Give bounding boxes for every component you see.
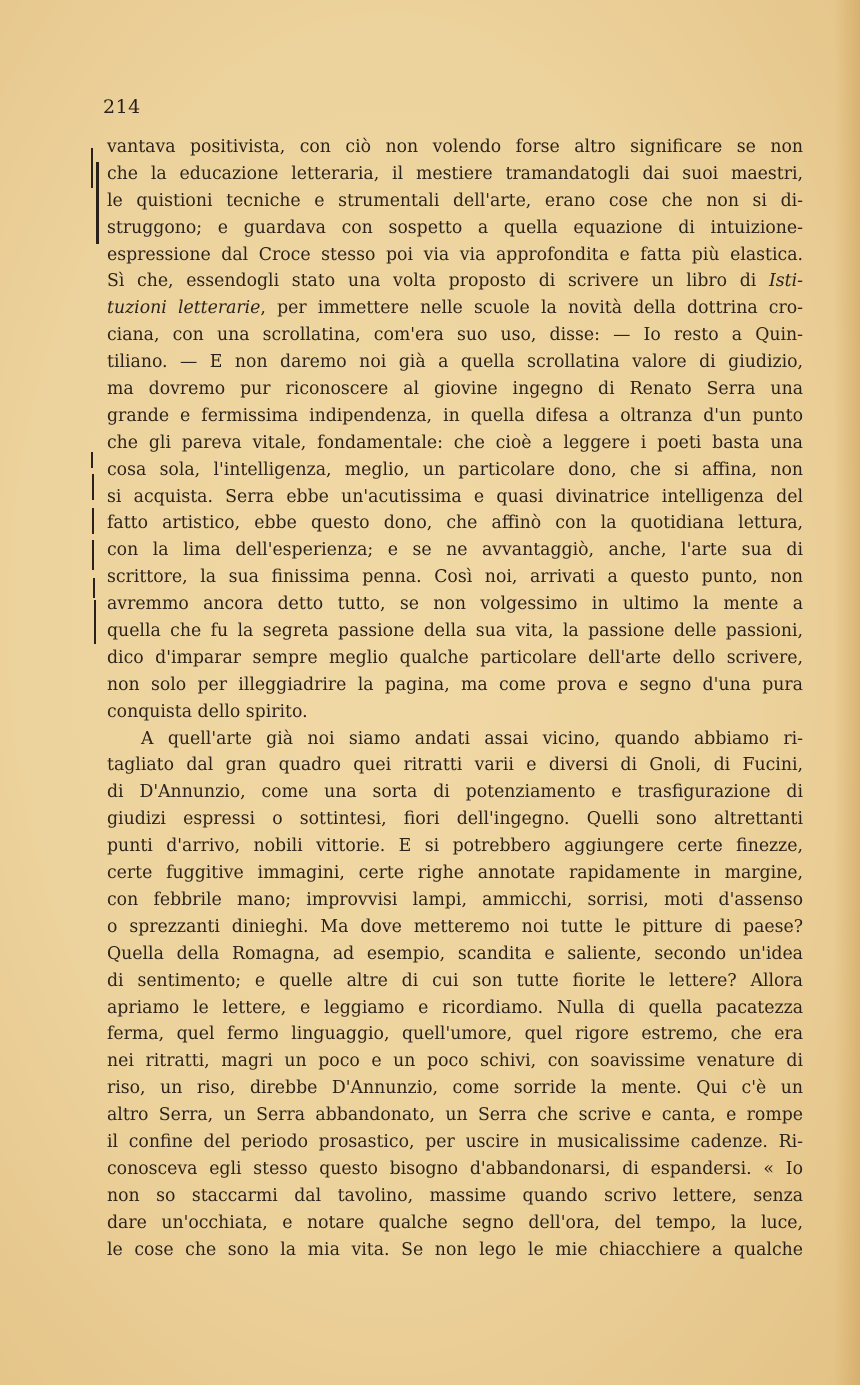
text-line: vantava positivista, con ciò non volendo forse altro significare se non	[107, 137, 803, 157]
text-line: che la educazione letteraria, il mestiere tramandatogli dai suoi maestri,	[107, 163, 803, 184]
text-line: Sì che, essendogli stato una volta proposto di scrivere un libro di Isti-	[107, 271, 803, 292]
text-line: di D'Annunzio, come una sorta di potenziamento e trasfigurazione di	[107, 782, 803, 803]
text-line: espressione dal Croce stesso poi via via approfondita e fatta più elastica.	[107, 244, 803, 265]
text-line: con febbrile mano; improvvisi lampi, ammicchi, sorrisi, moti d'assenso	[107, 889, 803, 910]
text-line: cosa sola, l'intelligenza, meglio, un particolare dono, che si affina, non	[107, 459, 803, 480]
text-line: con la lima dell'esperienza; e se ne avvantaggiò, anche, l'arte sua di	[107, 540, 803, 561]
text-line: tagliato dal gran quadro quei ritratti varii e diversi di Gnoli, di Fucini,	[107, 755, 803, 776]
margin-mark-2	[96, 162, 99, 244]
margin-mark-6	[92, 540, 94, 570]
text-line: o sprezzanti dinieghi. Ma dove metteremo noi tutte le pitture di paese?	[107, 916, 803, 937]
text-line: struggono; e guardava con sospetto a quella equazione di intuizione-	[107, 217, 803, 238]
text-line: conosceva egli stesso questo bisogno d'abbandonarsi, di espandersi. « Io	[107, 1158, 803, 1179]
text-line: fatto artistico, ebbe questo dono, che affinò con la quotidiana lettura,	[107, 513, 803, 534]
body-text	[107, 134, 803, 1263]
text-line: non so staccarmi dal tavolino, massime quando scrivo lettere, senza	[107, 1185, 803, 1206]
page-edge-shadow	[834, 0, 860, 1385]
text-line: nei ritratti, magri un poco e un poco schivi, con soavissime venature di	[107, 1051, 803, 1072]
text-line: punti d'arrivo, nobili vittorie. E si potrebbero aggiungere certe finezze,	[107, 836, 803, 857]
text-line-paragraph-start: A quell'arte già noi siamo andati assai vicino, quando abbiamo ri-	[141, 728, 803, 749]
text-line: tuzioni letterarie, per immettere nelle scuole la novità della dottrina cro-	[107, 298, 803, 319]
page-number: 214	[103, 96, 141, 118]
text-line: il confine del periodo prosastico, per uscire in musicalissime cadenze. Ri-	[107, 1131, 803, 1152]
text-line: tiliano. — E non daremo noi già a quella scrollatina valore di giudizio,	[107, 352, 803, 373]
text-line: le quistioni tecniche e strumentali dell'arte, erano cose che non si di-	[107, 190, 803, 211]
text-line: dare un'occhiata, e notare qualche segno dell'ora, del tempo, la luce,	[107, 1212, 803, 1233]
text-line: che gli pareva vitale, fondamentale: che cioè a leggere i poeti basta una	[107, 432, 803, 453]
text-line: le cose che sono la mia vita. Se non lego le mie chiacchiere a qualche	[107, 1239, 803, 1260]
text-line: certe fuggitive immagini, certe righe annotate rapidamente in margine,	[107, 863, 803, 884]
text-line: si acquista. Serra ebbe un'acutissima e quasi divinatrice intelligenza del	[107, 486, 803, 507]
text-line: Quella della Romagna, ad esempio, scandita e saliente, secondo un'idea	[107, 943, 803, 964]
text-line: apriamo le lettere, e leggiamo e ricordiamo. Nulla di quella pacatezza	[107, 997, 803, 1018]
text-line: quella che fu la segreta passione della sua vita, la passione delle passioni,	[107, 621, 803, 642]
text-line: scrittore, la sua finissima penna. Così noi, arrivati a questo punto, non	[107, 567, 803, 588]
margin-mark-1	[91, 148, 93, 188]
text-line: di sentimento; e quelle altre di cui son tutte fiorite le lettere? Allora	[107, 970, 803, 991]
text-line-paragraph-end: conquista dello spirito.	[107, 701, 308, 722]
text-line: altro Serra, un Serra abbandonato, un Serra che scrive e canta, e rompe	[107, 1105, 803, 1126]
margin-mark-3	[91, 452, 93, 468]
text-line: giudizi espressi o sottintesi, fiori dell'ingegno. Quelli sono altrettanti	[107, 809, 803, 830]
margin-mark-5	[92, 508, 94, 534]
text-line: ferma, quel fermo linguaggio, quell'umore, quel rigore estremo, che era	[107, 1024, 803, 1045]
text-line: ma dovremo pur riconoscere al giovine ingegno di Renato Serra una	[107, 379, 803, 400]
text-line: grande e fermissima indipendenza, in quella difesa a oltranza d'un punto	[107, 405, 803, 426]
text-line: dico d'imparar sempre meglio qualche particolare dell'arte dello scrivere,	[107, 647, 803, 668]
margin-mark-7	[93, 578, 95, 598]
margin-mark-4	[92, 474, 94, 500]
text-line: ciana, con una scrollatina, com'era suo uso, disse: — Io resto a Quin-	[107, 325, 803, 346]
text-line: avremmo ancora detto tutto, se non volgessimo in ultimo la mente a	[107, 594, 803, 615]
text-line: non solo per illeggiadrire la pagina, ma come prova e segno d'una pura	[107, 674, 803, 695]
margin-mark-8	[94, 600, 96, 644]
text-line: riso, un riso, direbbe D'Annunzio, come sorride la mente. Qui c'è un	[107, 1078, 803, 1099]
